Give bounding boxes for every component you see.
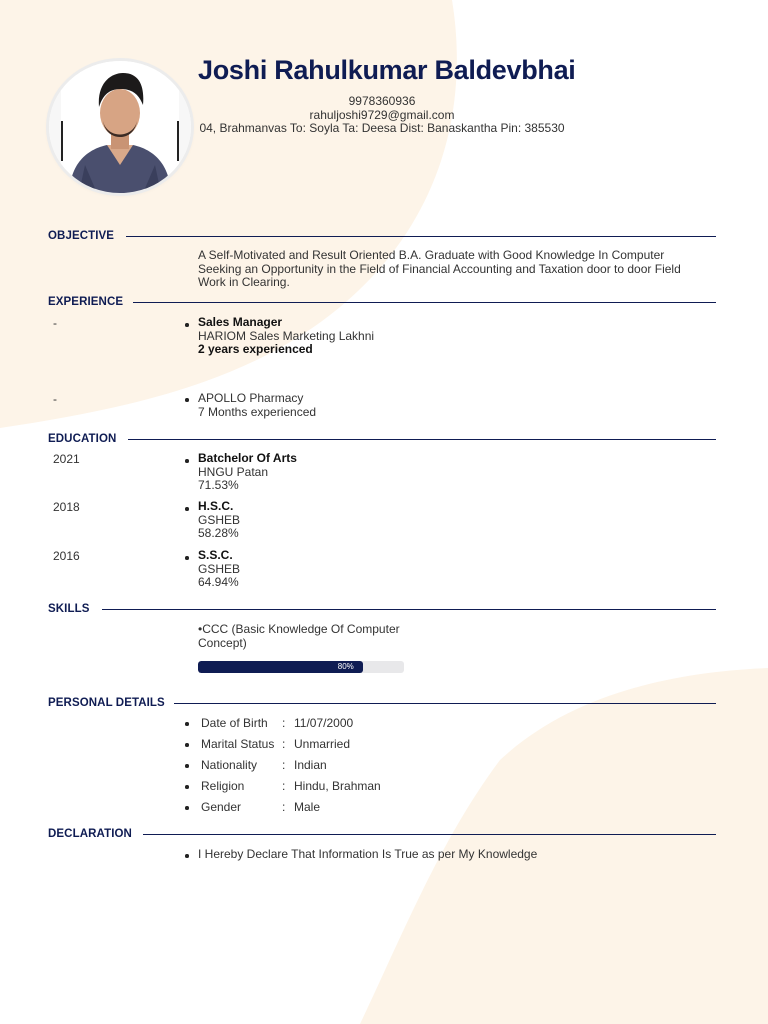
detail-label: Gender	[201, 800, 242, 814]
detail-colon: :	[282, 779, 286, 793]
degree-name: H.S.C.	[198, 499, 234, 513]
email-address: rahuljoshi9729@gmail.com	[309, 107, 455, 122]
experience-date: -	[53, 316, 57, 330]
education-score: 58.28%	[198, 526, 239, 540]
section-title: DECLARATION	[48, 828, 132, 840]
bullet	[185, 764, 189, 768]
company-name: HARIOM Sales Marketing Lakhni	[198, 328, 375, 343]
detail-colon: :	[282, 800, 286, 814]
skill-item	[198, 623, 428, 650]
education-year: 2021	[53, 452, 80, 466]
section-title: SKILLS	[48, 603, 90, 615]
degree-name: Batchelor Of Arts	[198, 451, 297, 465]
profile-photo	[49, 61, 191, 193]
institute-name: GSHEB	[198, 512, 241, 527]
detail-value: Hindu, Brahman	[294, 779, 381, 793]
section-declaration-heading	[48, 827, 716, 841]
objective-line: Seeking an Opportunity in the Field of Financial Accounting and Taxation door to door Field	[198, 261, 681, 276]
detail-value: Indian	[294, 758, 327, 772]
section-divider	[133, 302, 716, 303]
skill-name: Concept)	[198, 635, 247, 650]
objective-line: Work in Clearing.	[198, 275, 290, 289]
detail-colon: :	[282, 716, 286, 730]
section-divider	[126, 236, 716, 237]
education-item	[198, 500, 240, 541]
detail-value: Male	[294, 800, 321, 814]
degree-name: S.S.C.	[198, 548, 233, 562]
detail-value: Unmarried	[294, 737, 351, 751]
detail-label: Date of Birth	[201, 716, 268, 730]
education-item	[198, 549, 240, 590]
bullet	[185, 722, 189, 726]
bullet	[185, 743, 189, 747]
experience-duration: 7 Months experienced	[198, 404, 317, 419]
skill-level-label: 80%	[337, 662, 354, 671]
section-title: PERSONAL DETAILS	[48, 697, 165, 709]
bullet	[185, 323, 189, 327]
contact-block	[198, 95, 566, 136]
candidate-name: Joshi Rahulkumar Baldevbhai	[198, 55, 576, 85]
section-divider	[174, 703, 716, 704]
declaration-text: I Hereby Declare That Information Is True as per My Knowledge	[198, 847, 538, 861]
education-year: 2018	[53, 500, 80, 514]
section-experience-heading	[48, 295, 716, 309]
section-objective-heading	[48, 229, 716, 243]
section-personal-heading	[48, 696, 716, 710]
bullet	[185, 507, 189, 511]
detail-colon: :	[282, 758, 286, 772]
job-title: Sales Manager	[198, 315, 283, 329]
section-skills-heading	[48, 602, 716, 616]
bullet	[185, 806, 189, 810]
skill-level-bar	[198, 661, 404, 673]
section-title: OBJECTIVE	[48, 230, 115, 242]
section-divider	[128, 439, 716, 440]
postal-address: 04, Brahmanvas To: Soyla Ta: Deesa Dist: Banaskantha Pin: 385530	[199, 121, 565, 135]
institute-name: GSHEB	[198, 561, 241, 576]
experience-date: -	[53, 392, 57, 406]
skill-level-fill	[198, 661, 363, 673]
detail-colon: :	[282, 737, 286, 751]
company-name: APOLLO Pharmacy	[198, 391, 304, 405]
education-year: 2016	[53, 549, 80, 563]
section-divider	[143, 834, 716, 835]
objective-text	[198, 249, 718, 290]
bullet	[185, 785, 189, 789]
objective-line: A Self-Motivated and Result Oriented B.A. Graduate with Good Knowledge In Computer	[198, 248, 665, 262]
section-divider	[102, 609, 716, 610]
experience-item	[198, 316, 374, 357]
skill-name: •CCC (Basic Knowledge Of Computer	[198, 622, 400, 636]
education-score: 64.94%	[198, 575, 239, 589]
experience-item	[198, 392, 316, 419]
section-title: EXPERIENCE	[48, 296, 124, 308]
phone-number: 9978360936	[348, 94, 416, 108]
education-item	[198, 452, 297, 493]
bullet	[185, 398, 189, 402]
detail-label: Religion	[201, 779, 245, 793]
bullet	[185, 556, 189, 560]
detail-label: Nationality	[201, 758, 258, 772]
section-education-heading	[48, 432, 716, 446]
experience-duration: 2 years experienced	[198, 342, 313, 356]
detail-value: 11/07/2000	[294, 716, 354, 730]
bullet	[185, 854, 189, 858]
section-title: EDUCATION	[48, 433, 117, 445]
education-score: 71.53%	[198, 478, 239, 492]
institute-name: HNGU Patan	[198, 464, 269, 479]
detail-label: Marital Status	[201, 737, 275, 751]
bullet	[185, 459, 189, 463]
